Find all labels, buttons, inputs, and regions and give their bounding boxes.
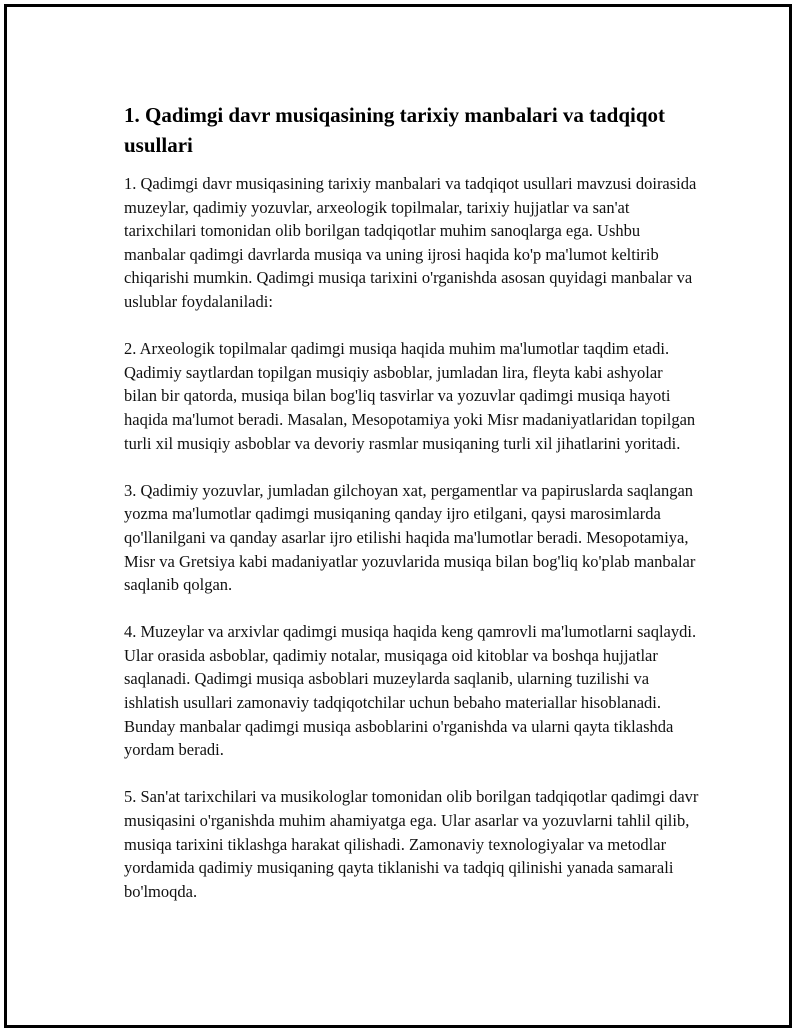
paragraph-4: 4. Muzeylar va arxivlar qadimgi musiqa haqida keng qamrovli ma'lumotlarni saqlaydi. Ular orasida asboblar, qadimiy notalar, musiqaga oid kitoblar va boshqa hujjatlar saqlanadi. Qadimgi musiqa asboblari muzeylarda saqlanib, ularning tuzilishi va ishlatish usullari zamonaviy tadqiqotchilar uchun bebaho materiallar hisoblanadi. Bunday manbalar qadimgi musiqa asboblarini o'rganishda va ularni qayta tiklashda yordam beradi.	[124, 622, 697, 760]
page-frame	[4, 4, 792, 1028]
paragraph-3: 3. Qadimiy yozuvlar, jumladan gilchoyan xat, pergamentlar va papiruslarda saqlangan yozma ma'lumotlar qadimgi musiqaning qanday ijro etilgani, qaysi marosimlarda qo'llanilgani va qanday asarlar ijro etilishi haqida ma'lumotlar beradi. Mesopotamiya, Misr va Gretsiya kabi madaniyatlar yozuvlarida musiqa bilan bog'liq ko'plab manbalar saqlanib qolgan.	[124, 480, 696, 595]
paragraph-2: 2. Arxeologik topilmalar qadimgi musiqa haqida muhim ma'lumotlar taqdim etadi. Qadimiy saytlardan topilgan musiqiy asboblar, jumladan lira, fleyta kabi ashyolar bilan bir qatorda, musiqa bilan bog'liq tasvirlar va yozuvlar qadimgi musiqa hayoti haqida ma'lumot beradi. Masalan, Mesopotamiya yoki Misr madaniyatlaridan topilgan turli xil musiqiy asboblar va devoriy rasmlar musiqaning turli xil jihatlarini yoritadi.	[124, 339, 696, 453]
document-body	[124, 100, 699, 927]
document-title: 1. Qadimgi davr musiqasining tarixiy manbalari va tadqiqot usullari	[124, 103, 666, 157]
paragraph-5: 5. San'at tarixchilari va musikologlar tomonidan olib borilgan tadqiqotlar qadimgi davr musiqasini o'rganishda muhim ahamiyatga ega. Ular asarlar va yozuvlarni tahlil qilib, musiqa tarixini tiklashga harakat qilishadi. Zamonaviy texnologiyalar va metodlar yordamida qadimiy musiqaning qayta tiklanishi va tadqiq qilinishi yanada samarali bo'lmoqda.	[124, 787, 699, 901]
paragraph-1: 1. Qadimgi davr musiqasining tarixiy manbalari va tadqiqot usullari mavzusi doirasida muzeylar, qadimiy yozuvlar, arxeologik topilmalar, tarixiy hujjatlar va san'at tarixchilari tomonidan olib borilgan tadqiqotlar muhim sanoqlarga ega. Ushbu manbalar qadimgi davrlarda musiqa va uning ijrosi haqida ko'p ma'lumot keltirib chiqarishi mumkin. Qadimgi musiqa tarixini o'rganishda asosan quyidagi manbalar va uslublar foydalaniladi:	[124, 174, 697, 311]
